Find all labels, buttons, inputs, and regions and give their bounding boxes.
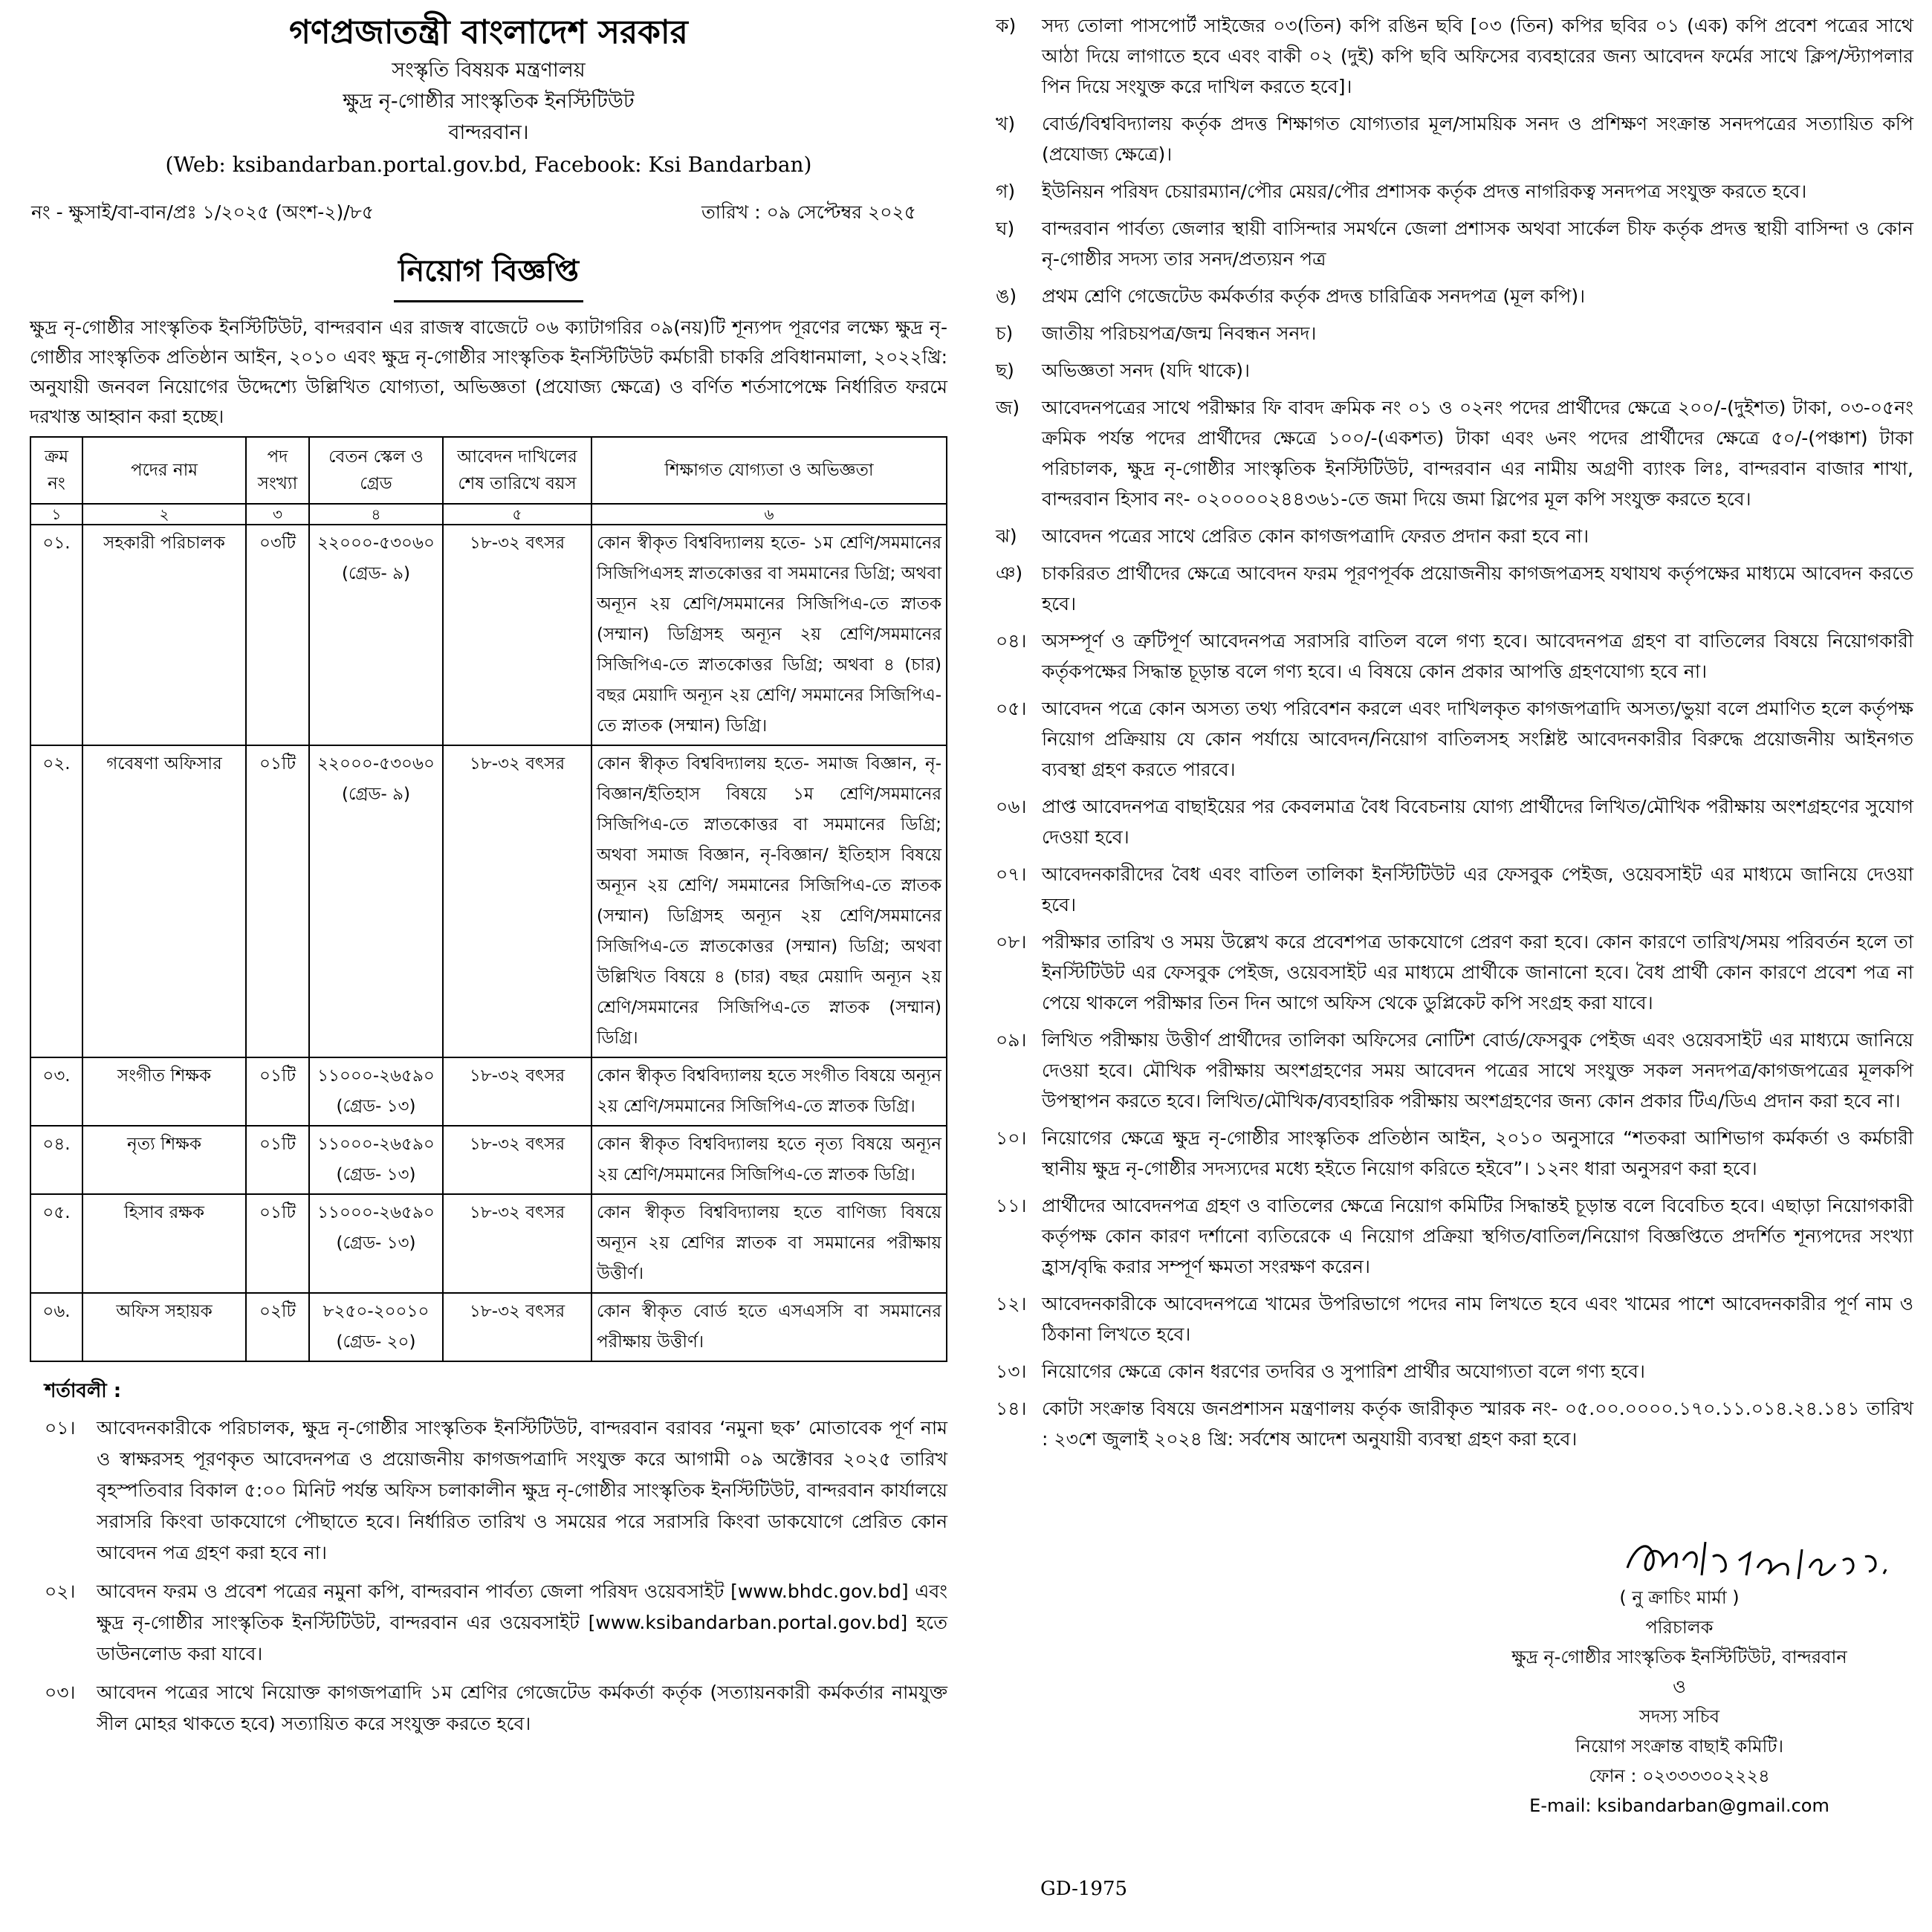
age-limit-cell: ১৮-৩২ বৎসর [443, 1293, 591, 1361]
table-header-row [30, 437, 947, 504]
pay-scale-cell [309, 525, 443, 745]
memo-date: তারিখ : ০৯ সেপ্টেম্বর ২০২৫ [701, 201, 916, 223]
requirement-text: চাকরিরত প্রার্থীদের ক্ষেত্রে আবেদন ফরম পূরণপূর্বক প্রয়োজনীয় কাগজপত্রসহ যথাযথ কর্তৃপক্ষের মাধ্যমে আবেদন করতে হবে। [1042, 563, 1913, 615]
requirement-item [996, 1025, 1913, 1116]
signatory-and: ও [1673, 1676, 1686, 1697]
notice-title [30, 247, 947, 302]
pay-grade: (গ্রেড- ৯) [342, 785, 410, 804]
table-row [30, 1293, 947, 1361]
requirement-text: আবেদনকারীকে আবেদনপত্রে খামের উপরিভাগে পদের নাম লিখতে হবে এবং খামের পাশে আবেদনকারীর পূর্ণ নাম ও ঠিকানা লিখতে হবে। [1042, 1293, 1913, 1345]
requirement-number: গ) [996, 181, 1016, 202]
requirement-item [996, 281, 1913, 311]
term-number: ০৩। [45, 1682, 76, 1703]
column-header: শিক্ষাগত যোগ্যতা ও অভিজ্ঞতা [591, 437, 947, 504]
qualification-cell: কোন স্বীকৃত বিশ্ববিদ্যালয় হতে সংগীত বিষয়ে অন্যূন ২য় শ্রেণি/সমমানের সিজিপিএ-তে স্নাতক ডিগ্রি। [591, 1057, 947, 1126]
age-limit-cell: ১৮-৩২ বৎসর [443, 1057, 591, 1126]
term-text: আবেদন পত্রের সাথে নিয়োক্ত কাগজপত্রাদি ১ম শ্রেণির গেজেটেড কর্মকর্তা কর্তৃক (সত্যায়নকারী কর্মকর্তার নামযুক্ত সীল মোহর থাকতে হবে) সত্যায়িত করে সংযুক্ত করতে হবে। [97, 1682, 947, 1734]
age-limit-cell: ১৮-৩২ বৎসর [443, 1126, 591, 1194]
requirement-text: সদ্য তোলা পাসপোর্ট সাইজের ০৩(তিন) কপি রঙিন ছবি [০৩ (তিন) কপির ছবির ০১ (এক) কপি প্রবেশ পত্রের সাথে আঠা দিয়ে লাগাতে হবে এবং বাকী ০২ (দুই) কপি ছবি অফিসের ব্যবহারের জন্য আবেদন ফর্মের সাথে ক্লিপ/স্ট্যাপলার পিন দিয়ে সংযুক্ত করে দাখিল করতে হবে]। [1042, 15, 1913, 97]
table-body [30, 525, 947, 1361]
requirement-text: ইউনিয়ন পরিষদ চেয়ারম্যান/পৌর মেয়র/পৌর প্রশাসক কর্তৃক প্রদত্ত নাগরিকত্ব সনদপত্র সংযুক্ত করতে হবে। [1042, 181, 1807, 202]
pay-scale-cell [309, 1194, 443, 1293]
intro-paragraph: ক্ষুদ্র নৃ-গোষ্ঠীর সাংস্কৃতিক ইনস্টিটিউট, বান্দরবান এর রাজস্ব বাজেটে ০৬ ক্যাটাগরির ০৯(নয়)টি শূন্যপদ পূরণের লক্ষ্যে ক্ষুদ্র নৃ-গোষ্ঠীর সাংস্কৃতিক প্রতিষ্ঠান আইন, ২০১০ এবং ক্ষুদ্র নৃ-গোষ্ঠীর সাংস্কৃতিক ইনস্টিটিউট কর্মচারী চাকরি প্রবিধানমালা, ২০২২খ্রি: অনুযায়ী জনবল নিয়োগের উদ্দেশ্যে উল্লিখিত যোগ্যতা, অভিজ্ঞতা (প্রযোজ্য ক্ষেত্রে) ও বর্ণিত শর্তসাপেক্ষে নির্ধারিত ফরমে দরখাস্ত আহ্বান করা হচ্ছে। [30, 317, 947, 427]
requirement-item [996, 176, 1913, 207]
requirement-item [996, 1356, 1913, 1387]
pay-scale: ১১০০০-২৬৫৯০ [317, 1066, 435, 1086]
qualification-cell: কোন স্বীকৃত বিশ্ববিদ্যালয় হতে- সমাজ বিজ্ঞান, নৃ-বিজ্ঞান/ইতিহাস বিষয়ে ১ম শ্রেণি/সমমানের সিজিপিএ-তে স্নাতকোত্তর বা সমমানের ডিগ্রি; অথবা সমাজ বিজ্ঞান, নৃ-বিজ্ঞান/ ইতিহাস বিষয়ে অন্যূন ২য় শ্রেণি/ সমমানের সিজিপিএ-তে স্নাতক (সম্মান) ডিগ্রিসহ অন্যূন ২য় শ্রেণি/সমমানের সিজিপিএ-তে স্নাতকোত্তর (সম্মান) ডিগ্রি; অথবা উল্লিখিত বিষয়ে ৪ (চার) বছর মেয়াদি অন্যূন ২য় শ্রেণি/সমমানের সিজিপিএ-তে স্নাতক (সম্মান) ডিগ্রি। [591, 745, 947, 1057]
post-count-cell: ০১টি [246, 745, 309, 1057]
memo-line [30, 198, 947, 230]
signatory-role: সদস্য সচিব [1639, 1706, 1719, 1727]
requirement-item [996, 927, 1913, 1018]
terms-list [30, 1413, 947, 1740]
pay-scale-cell [309, 745, 443, 1057]
requirement-number: খ) [996, 113, 1016, 134]
requirement-item [996, 1288, 1913, 1349]
qualification-cell: কোন স্বীকৃত বোর্ড হতে এসএসসি বা সমমানের পরীক্ষায় উত্তীর্ণ। [591, 1293, 947, 1361]
requirement-text: নিয়োগের ক্ষেত্রে ক্ষুদ্র নৃ-গোষ্ঠীর সাংস্কৃতিক প্রতিষ্ঠান আইন, ২০১০ অনুসারে “শতকরা আশিভাগ কর্মকর্তা ও কর্মচারী স্থানীয় ক্ষুদ্র নৃ-গোষ্ঠীর সদস্যদের মধ্যে হইতে নিয়োগ করিতে হইবে”। ১২নং ধারা অনুসরণ করা হবে। [1042, 1127, 1913, 1179]
requirement-item [996, 791, 1913, 852]
requirement-number: ০৯। [996, 1029, 1027, 1051]
column-number: ৪ [309, 504, 443, 525]
signature-block [1456, 1583, 1902, 1821]
requirement-number: ০৬। [996, 796, 1027, 817]
requirement-number: চ) [996, 322, 1014, 344]
signatory-email: E-mail: ksibandarban@gmail.com [1529, 1795, 1829, 1816]
notice-title-text: নিয়োগ বিজ্ঞপ্তি [394, 247, 583, 302]
requirement-text: জাতীয় পরিচয়পত্র/জন্ম নিবন্ধন সনদ। [1042, 322, 1317, 344]
footer-code: GD-1975 [1040, 1878, 1128, 1900]
column-header: পদের নাম [82, 437, 246, 504]
requirement-number: ০৭। [996, 863, 1027, 885]
qualification-cell: কোন স্বীকৃত বিশ্ববিদ্যালয় হতে- ১ম শ্রেণি/সমমানের সিজিপিএসহ স্নাতকোত্তর বা সমমানের ডিগ্রি; অথবা অন্যূন ২য় শ্রেণি/সমমানের সিজিপিএ-তে স্নাতক (সম্মান) ডিগ্রিসহ অন্যূন ২য় শ্রেণি/সমমানের সিজিপিএ-তে স্নাতকোত্তর ডিগ্রি; অথবা ৪ (চার) বছর মেয়াদি অন্যূন ২য় শ্রেণি/ সমমানের সিজিপিএ-তে স্নাতক (সম্মান) ডিগ্রি। [591, 525, 947, 745]
requirement-text: আবেদনপত্রের সাথে পরীক্ষার ফি বাবদ ক্রমিক নং ০১ ও ০২নং পদের প্রার্থীদের ক্ষেত্রে ২০০/-(দুইশত) টাকা, ০৩-০৫নং ক্রমিক পর্যন্ত পদের প্রার্থীদের ক্ষেত্রে ১০০/-(একশত) টাকা এবং ৬নং পদের প্রার্থীদের ক্ষেত্রে ৫০/-(পঞ্চাশ) টাকা পরিচালক, ক্ষুদ্র নৃ-গোষ্ঠীর সাংস্কৃতিক ইনস্টিটিউট, বান্দরবান এর নামীয় অগ্রণী ব্যাংক লিঃ, বান্দরবান বাজার শাখা, বান্দরবান হিসাব নং- ০২০০০০২৪৪৩৬১-তে জমা দিয়ে জমা স্লিপের মূল কপি সংযুক্ত করতে হবে। [1042, 397, 1913, 510]
institute-name: ক্ষুদ্র নৃ-গোষ্ঠীর সাংস্কৃতিক ইনস্টিটিউট [343, 90, 635, 113]
qualification-cell: কোন স্বীকৃত বিশ্ববিদ্যালয় হতে বাণিজ্য বিষয়ে অন্যূন ২য় শ্রেণির স্নাতক বা সমমানের পরীক্ষায় উত্তীর্ণ। [591, 1194, 947, 1293]
requirement-number: ১৪। [996, 1398, 1027, 1419]
memo-number: নং - ক্ষুসাই/বা-বান/প্রঃ ১/২০২৫ (অংশ-২)/৮৫ [31, 201, 375, 223]
column-header: বেতন স্কেল ও গ্রেড [309, 437, 443, 504]
serial-cell: ০৫. [30, 1194, 82, 1293]
pay-scale: ১১০০০-২৬৫৯০ [317, 1203, 435, 1222]
requirement-number: ০৫। [996, 698, 1027, 719]
pay-scale: ৮২৫০-২০০১০ [322, 1302, 429, 1321]
requirement-item [996, 108, 1913, 169]
requirement-item [996, 558, 1913, 619]
term-number: ০১। [45, 1417, 76, 1439]
requirement-item [996, 521, 1913, 551]
requirement-number: ঝ) [996, 525, 1017, 547]
requirement-number: ১১। [996, 1195, 1027, 1216]
requirement-number: ছ) [996, 360, 1014, 381]
term-item [30, 1413, 947, 1569]
requirement-number: ১০। [996, 1127, 1027, 1149]
table-row [30, 745, 947, 1057]
requirement-item [996, 1123, 1913, 1184]
requirement-text: লিখিত পরীক্ষায় উত্তীর্ণ প্রার্থীদের তালিকা অফিসের নোটিশ বোর্ড/ফেসবুক পেইজ এবং ওয়েবসাইট এর মাধ্যমে জানিয়ে দেওয়া হবে। মৌখিক পরীক্ষায় অংশগ্রহণের সময় আবেদন পত্রের সাথে সংযুক্ত সকল সনদপত্র/কাগজপত্রের মূলকপি উপস্থাপন করতে হবে। লিখিত/মৌখিক/ব্যবহারিক পরীক্ষায় অংশগ্রহণের জন্য কোন প্রকার টিএ/ডিএ প্রদান করা হবে না। [1042, 1029, 1913, 1112]
signatory-phone: ফোন : ০২৩৩৩৩০২২২৪ [1589, 1766, 1770, 1786]
left-column [30, 0, 947, 1747]
right-column [996, 0, 1913, 1461]
requirement-number: ঘ) [996, 218, 1015, 239]
letterhead [30, 10, 947, 181]
qualification-cell: কোন স্বীকৃত বিশ্ববিদ্যালয় হতে নৃত্য বিষয়ে অন্যূন ২য় শ্রেণি/সমমানের সিজিপিএ-তে স্নাতক ডিগ্রি। [591, 1126, 947, 1194]
table-row [30, 525, 947, 745]
requirement-number: ঙ) [996, 285, 1017, 307]
table-column-number-row [30, 504, 947, 525]
column-number: ৫ [443, 504, 591, 525]
requirement-number: ক) [996, 15, 1017, 36]
requirement-number: ১৩। [996, 1361, 1027, 1382]
requirement-text: অভিজ্ঞতা সনদ (যদি থাকে)। [1042, 360, 1250, 381]
pay-scale-cell [309, 1293, 443, 1361]
requirement-item [996, 213, 1913, 274]
column-header: আবেদন দাখিলের শেষ তারিখে বয়স [443, 437, 591, 504]
column-header: ক্রম নং [30, 437, 82, 504]
pay-grade: (গ্রেড- ১৩) [336, 1234, 416, 1253]
requirement-text: প্রথম শ্রেণি গেজেটেড কর্মকর্তার কর্তৃক প্রদত্ত চারিত্রিক সনদপত্র (মূল কপি)। [1042, 285, 1586, 307]
terms-heading: শর্তাবলী : [45, 1380, 122, 1402]
requirement-item [996, 1393, 1913, 1454]
table-row [30, 1057, 947, 1126]
serial-cell: ০১. [30, 525, 82, 745]
requirement-number: ঞ) [996, 563, 1023, 584]
term-number: ০২। [45, 1581, 76, 1602]
term-item [30, 1677, 947, 1740]
post-name-cell: নৃত্য শিক্ষক [82, 1126, 246, 1194]
table-row [30, 1194, 947, 1293]
requirement-text: নিয়োগের ক্ষেত্রে কোন ধরণের তদবির ও সুপারিশ প্রার্থীর অযোগ্যতা বলে গণ্য হবে। [1042, 1361, 1645, 1382]
requirement-text: অসম্পূর্ণ ও ত্রুটিপূর্ণ আবেদনপত্র সরাসরি বাতিল বলে গণ্য হবে। আবেদনপত্র গ্রহণ বা বাতিলের বিষয়ে নিয়োগকারী কর্তৃকপক্ষের সিদ্ধান্ত চূড়ান্ত বলে গণ্য হবে। এ বিষয়ে কোন প্রকার আপত্তি গ্রহণযোগ্য হবে না। [1042, 630, 1913, 682]
pay-scale: ২২০০০-৫৩০৬০ [317, 754, 435, 774]
institute-location: বান্দরবান। [448, 121, 529, 144]
requirement-number: জ) [996, 397, 1020, 418]
requirement-text: আবেদন পত্রে কোন অসত্য তথ্য পরিবেশন করলে এবং দাখিলকৃত কাগজপত্রাদি অসত্য/ভুয়া বলে প্রমাণিত হলে কর্তৃপক্ষ নিয়োগ প্রক্রিয়ায় যে কোন পর্যায়ে আবেদন/নিয়োগ বাতিলসহ সংশ্লিষ্ট আবেদনকারীর বিরুদ্ধে প্রয়োজনীয় আইনগত ব্যবস্থা গ্রহণ করতে পারবে। [1042, 698, 1913, 780]
pay-scale: ১১০০০-২৬৫৯০ [317, 1135, 435, 1154]
age-limit-cell: ১৮-৩২ বৎসর [443, 745, 591, 1057]
web-facebook-line: (Web: ksibandarban.portal.gov.bd, Facebook: Ksi Bandarban) [165, 152, 812, 177]
requirement-number: ০৪। [996, 630, 1027, 652]
requirement-number: ০৮। [996, 931, 1027, 953]
post-count-cell: ০১টি [246, 1194, 309, 1293]
column-number: ১ [30, 504, 82, 525]
post-name-cell: অফিস সহায়ক [82, 1293, 246, 1361]
serial-cell: ০৪. [30, 1126, 82, 1194]
signatory-committee: নিয়োগ সংক্রান্ত বাছাই কমিটি। [1575, 1736, 1784, 1757]
post-name-cell: হিসাব রক্ষক [82, 1194, 246, 1293]
serial-cell: ০৬. [30, 1293, 82, 1361]
vacancy-table [30, 436, 947, 1362]
post-name-cell: সহকারী পরিচালক [82, 525, 246, 745]
ministry-name: সংস্কৃতি বিষয়ক মন্ত্রণালয় [392, 59, 586, 82]
post-name-cell: সংগীত শিক্ষক [82, 1057, 246, 1126]
requirement-text: প্রাপ্ত আবেদনপত্র বাছাইয়ের পর কেবলমাত্র বৈধ বিবেচনায় যোগ্য প্রার্থীদের লিখিত/মৌখিক পরীক্ষায় অংশগ্রহণের সুযোগ দেওয়া হবে। [1042, 796, 1913, 848]
serial-cell: ০২. [30, 745, 82, 1057]
post-count-cell: ০১টি [246, 1126, 309, 1194]
pay-grade: (গ্রেড- ৯) [342, 564, 410, 583]
signatory-org: ক্ষুদ্র নৃ-গোষ্ঠীর সাংস্কৃতিক ইনস্টিটিউট, বান্দরবান [1511, 1647, 1847, 1667]
pay-grade: (গ্রেড- ১৩) [336, 1097, 416, 1116]
requirement-text: প্রার্থীদের আবেদনপত্র গ্রহণ ও বাতিলের ক্ষেত্রে নিয়োগ কমিটির সিদ্ধান্তই চূড়ান্ত বলে বিবেচিত হবে। এছাড়া নিয়োগকারী কর্তৃপক্ষ কোন কারণ দর্শানো ব্যতিরেকে এ নিয়োগ প্রক্রিয়া স্থগিত/বাতিল/নিয়োগ বিজ্ঞপ্তিতে প্রদর্শিত শূন্যপদের সংখ্যা হ্রাস/বৃদ্ধি করার সম্পূর্ণ ক্ষমতা সংরক্ষণ করেন। [1042, 1195, 1913, 1277]
requirement-text: আবেদন পত্রের সাথে প্রেরিত কোন কাগজপত্রাদি ফেরত প্রদান করা হবে না। [1042, 525, 1589, 547]
requirement-item [996, 10, 1913, 102]
requirements-list [996, 10, 1913, 1454]
post-count-cell: ০৩টি [246, 525, 309, 745]
signatory-title: পরিচালক [1645, 1617, 1714, 1638]
requirement-text: পরীক্ষার তারিখ ও সময় উল্লেখ করে প্রবেশপত্র ডাকযোগে প্রেরণ করা হবে। কোন কারণে তারিখ/সময় পরিবর্তন হলে তা ইনস্টিটিউট এর ফেসবুক পেইজ, ওয়েবসাইট এর মাধ্যমে প্রার্থীকে জানানো হবে। বৈধ প্রার্থী কোন কারণে প্রবেশ পত্র না পেয়ে থাকলে পরীক্ষার তিন দিন আগে অফিস থেকে ডুপ্লিকেট কপি সংগ্রহ করা যাবে। [1042, 931, 1913, 1014]
term-text: আবেদন ফরম ও প্রবেশ পত্রের নমুনা কপি, বান্দরবান পার্বত্য জেলা পরিষদ ওয়েবসাইট [www.bhdc.gov.bd] এবং ক্ষুদ্র নৃ-গোষ্ঠীর সাংস্কৃতিক ইনস্টিটিউট, বান্দরবান এর ওয়েবসাইট [www.ksibandarban.portal.gov.bd] হতে ডাউনলোড করা যাবে। [97, 1581, 947, 1664]
column-number: ২ [82, 504, 246, 525]
column-header: পদ সংখ্যা [246, 437, 309, 504]
requirement-item [996, 392, 1913, 514]
column-number: ৩ [246, 504, 309, 525]
requirement-item [996, 318, 1913, 349]
serial-cell: ০৩. [30, 1057, 82, 1126]
requirement-text: বোর্ড/বিশ্ববিদ্যালয় কর্তৃক প্রদত্ত শিক্ষাগত যোগ্যতার মূল/সাময়িক সনদ ও প্রশিক্ষণ সংক্রান্ত সনদপত্রের সত্যায়িত কপি (প্রযোজ্য ক্ষেত্রে)। [1042, 113, 1913, 165]
requirement-item [996, 859, 1913, 920]
requirement-item [996, 1190, 1913, 1282]
term-item [30, 1576, 947, 1670]
requirement-item [996, 693, 1913, 785]
term-text: আবেদনকারীকে পরিচালক, ক্ষুদ্র নৃ-গোষ্ঠীর সাংস্কৃতিক ইনস্টিটিউট, বান্দরবান বরাবর ‘নমুনা ছক’ মোতাবেক পূর্ণ নাম ও স্বাক্ষরসহ পূরণকৃত আবেদনপত্র ও প্রয়োজনীয় কাগজপত্রাদি সংযুক্ত করে আগামী ০৯ অক্টোবর ২০২৫ তারিখ বৃহস্পতিবার বিকাল ৫:০০ মিনিট পর্যন্ত অফিস চলাকালীন ক্ষুদ্র নৃ-গোষ্ঠীর সাংস্কৃতিক ইনস্টিটিউট, বান্দরবান কার্যালয়ে সরাসরি কিংবা ডাকযোগে পৌছাতে হবে। নির্ধারিত তারিখ ও সময়ের পরে সরাসরি কিংবা ডাকযোগে প্রেরিত কোন আবেদন পত্র গ্রহণ করা হবে না। [97, 1417, 947, 1563]
pay-grade: (গ্রেড- ২০) [336, 1332, 416, 1352]
age-limit-cell: ১৮-৩২ বৎসর [443, 525, 591, 745]
pay-scale-cell [309, 1126, 443, 1194]
post-count-cell: ০২টি [246, 1293, 309, 1361]
requirement-number: ১২। [996, 1293, 1027, 1315]
pay-scale: ২২০০০-৫৩০৬০ [317, 534, 435, 553]
post-name-cell: গবেষণা অফিসার [82, 745, 246, 1057]
government-title: গণপ্রজাতন্ত্রী বাংলাদেশ সরকার [289, 13, 688, 51]
pay-grade: (গ্রেড- ১৩) [336, 1165, 416, 1184]
requirement-item [996, 355, 1913, 386]
requirement-text: আবেদনকারীদের বৈধ এবং বাতিল তালিকা ইনস্টিটিউট এর ফেসবুক পেইজ, ওয়েবসাইট এর মাধ্যমে জানিয়ে দেওয়া হবে। [1042, 863, 1913, 915]
signatory-name: ( নু ক্রাচিং মার্মা ) [1619, 1587, 1740, 1608]
table-row [30, 1126, 947, 1194]
column-number: ৬ [591, 504, 947, 525]
pay-scale-cell [309, 1057, 443, 1126]
post-count-cell: ০১টি [246, 1057, 309, 1126]
age-limit-cell: ১৮-৩২ বৎসর [443, 1194, 591, 1293]
requirement-text: কোটা সংক্রান্ত বিষয়ে জনপ্রশাসন মন্ত্রণালয় কর্তৃক জারীকৃত স্মারক নং- ০৫.০০.০০০০.১৭০.১১.০১৪.২৪.১৪১ তারিখ : ২৩শে জুলাই ২০২৪ খ্রি: সর্বশেষ আদেশ অনুযায়ী ব্যবস্থা গ্রহণ করা হবে। [1042, 1398, 1913, 1450]
requirement-text: বান্দরবান পার্বত্য জেলার স্থায়ী বাসিন্দার সমর্থনে জেলা প্রশাসক অথবা সার্কেল চীফ কর্তৃক প্রদত্ত স্থায়ী বাসিন্দা ও কোন নৃ-গোষ্ঠীর সদস্য তার সনদ/প্রত্যয়ন পত্র [1042, 218, 1913, 270]
requirement-item [996, 626, 1913, 687]
